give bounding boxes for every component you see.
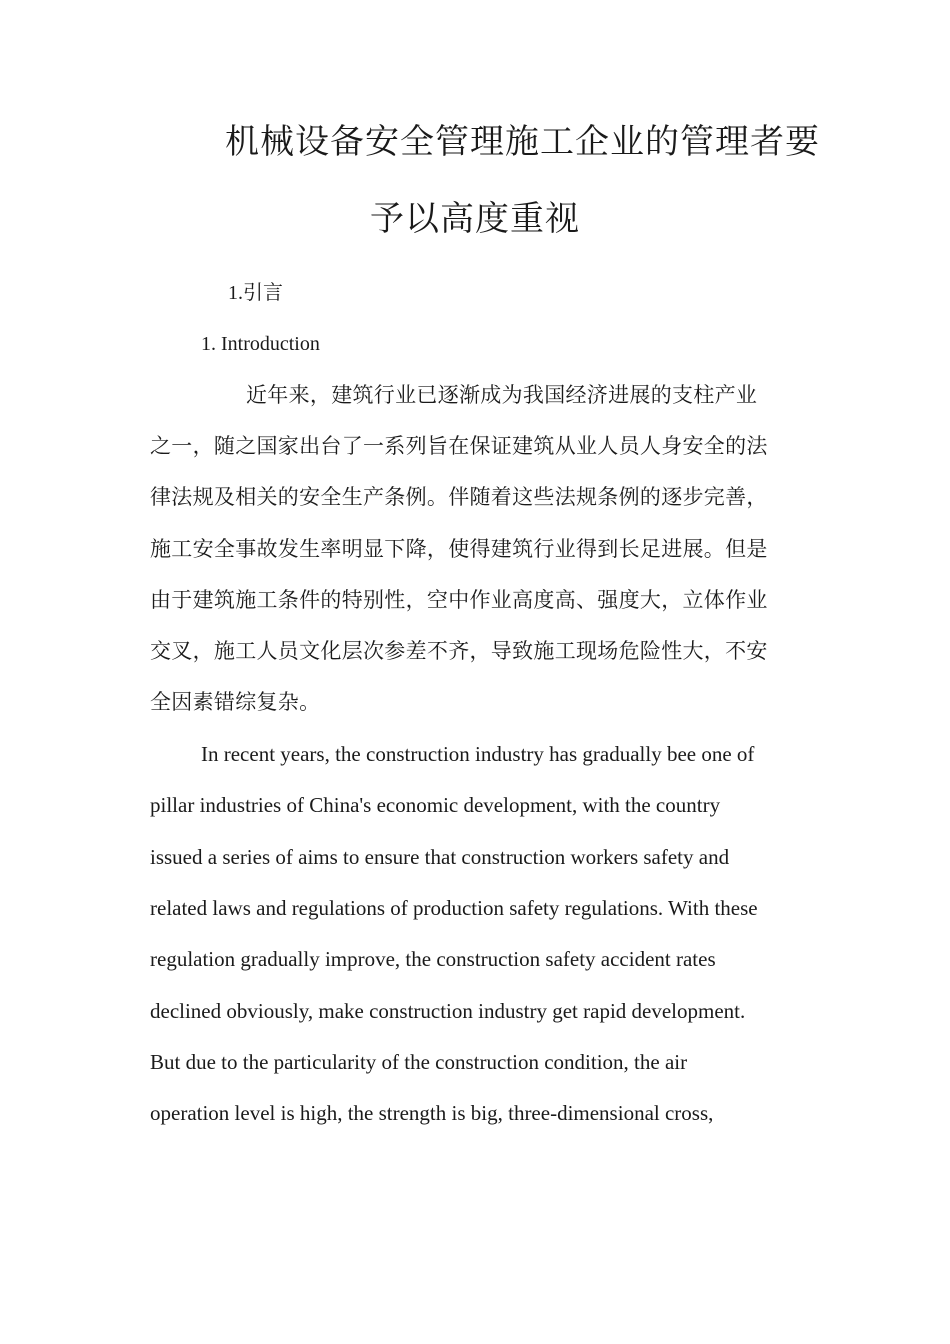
section-heading-en: 1. Introduction: [201, 333, 320, 355]
paragraph-zh-line: 施工安全事故发生率明显下降，使得建筑行业得到长足进展。但是: [150, 537, 768, 561]
paragraph-en-line: declined obviously, make construction industry get rapid development.: [150, 999, 746, 1023]
paragraph-en-line: pillar industries of China's economic development, with the country: [150, 793, 721, 817]
paragraph-en-line: In recent years, the construction industry has gradually bee one of: [201, 742, 755, 766]
paragraph-en-line: But due to the particularity of the construction condition, the air: [150, 1050, 688, 1074]
section-heading-zh: 1.引言: [228, 282, 283, 304]
paragraph-zh-line: 律法规及相关的安全生产条例。伴随着这些法规条例的逐步完善，: [150, 485, 768, 509]
paragraph-zh-line: 全因素错综复杂。: [150, 690, 321, 714]
paragraph-zh-line: 由于建筑施工条件的特别性，空中作业高度高、强度大，立体作业: [150, 588, 768, 612]
paragraph-zh-line: 之一，随之国家出台了一系列旨在保证建筑从业人员人身安全的法: [150, 434, 768, 458]
document-title-line-2: 予以高度重视: [370, 201, 580, 238]
paragraph-en-line: regulation gradually improve, the construction safety accident rates: [150, 947, 716, 971]
paragraph-en-line: related laws and regulations of production safety regulations. With these: [150, 896, 758, 920]
document-title-line-1: 机械设备安全管理施工企业的管理者要: [225, 124, 820, 161]
paragraph-en-line: operation level is high, the strength is big, three-dimensional cross,: [150, 1101, 714, 1125]
paragraph-zh-line: 交叉，施工人员文化层次参差不齐，导致施工现场危险性大，不安: [150, 639, 768, 663]
paragraph-zh-line: 近年来，建筑行业已逐渐成为我国经济进展的支柱产业: [246, 383, 758, 407]
paragraph-en-line: issued a series of aims to ensure that construction workers safety and: [150, 845, 730, 869]
